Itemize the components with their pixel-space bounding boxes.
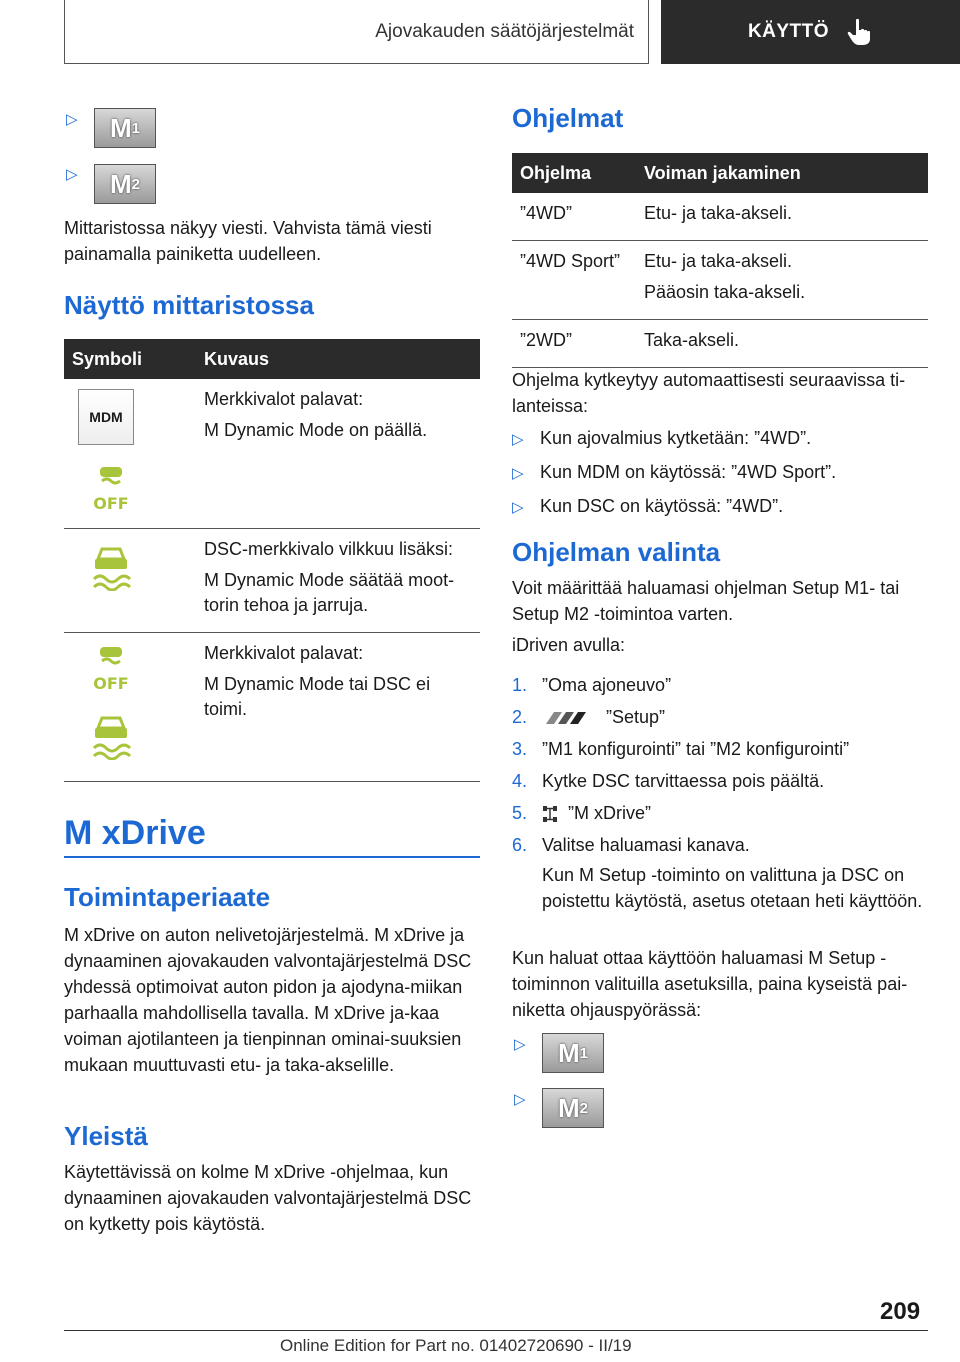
bullet-triangle-icon: ▷	[512, 465, 524, 482]
program-name: ”4WD”	[512, 193, 636, 241]
heading-programs: Ohjelmat	[512, 103, 624, 133]
auto-text: Ohjelma kytkeytyy automaattisesti seuraavissa ti-lanteissa:	[512, 370, 906, 416]
footer-edition: Online Edition for Part no. 01402720690 - II/19	[280, 1336, 632, 1355]
program-table	[512, 153, 928, 368]
cell-text: Merkkivalot palavat:	[204, 389, 364, 409]
title-mxdrive: M xDrive	[64, 814, 206, 852]
cell-text: DSC-merkkivalo vilkkuu lisäksi:	[204, 539, 454, 559]
heading-display: Näyttö mittaristossa	[64, 290, 314, 320]
m2-button-icon: M 2	[542, 1088, 604, 1128]
dsc-off-icon	[86, 643, 136, 693]
cell-text: M Dynamic Mode tai DSC ei toimi.	[204, 674, 431, 719]
column-header-distribution: Voiman jakaminen	[636, 153, 928, 193]
m-setup-icon	[542, 710, 596, 726]
list-item: 6. Valitse haluamasi kanava.	[512, 835, 750, 855]
symbol-table	[64, 339, 480, 782]
mdm-icon: MDM	[78, 389, 134, 445]
column-header-symbol: Symboli	[64, 339, 196, 379]
bullet-triangle-icon: ▷	[514, 1036, 526, 1053]
list-item: ▷ Kun DSC on käytössä: ”4WD”.	[512, 493, 928, 521]
column-header-program: Ohjelma	[512, 153, 636, 193]
header-section-title	[64, 0, 649, 64]
general-text: Käytettävissä on kolme M xDrive -ohjelmaa, kun dynaaminen ajovakauden valvontajärjestelmä DSC on kytketty pois käytöstä.	[64, 1162, 472, 1234]
list-item: 1. ”Oma ajoneuvo”	[512, 675, 672, 695]
step-note: Kun M Setup -toiminto on valittuna ja DSC on poistettu käytöstä, asetus otetaan heti käyttöön.	[542, 865, 923, 911]
heading-principle: Toimintaperiaate	[64, 882, 271, 912]
table-row	[64, 379, 480, 529]
cell-text: M Dynamic Mode säätää moot-torin tehoa ja jarruja.	[204, 570, 455, 615]
table-row	[512, 241, 928, 320]
bullet-triangle-icon: ▷	[66, 166, 78, 183]
list-item: 4. Kytke DSC tarvittaessa pois päältä.	[512, 771, 825, 791]
select-text: Voit määrittää haluamasi ohjelman Setup M1- tai Setup M2 -toimintoa varten.	[512, 578, 900, 624]
column-header-description: Kuvaus	[196, 339, 480, 379]
section-title-text: Ajovakauden säätöjärjestelmät	[375, 20, 634, 42]
heading-general: Yleistä	[64, 1121, 148, 1151]
table-row	[64, 529, 480, 633]
cell-text: Pääosin taka-akseli.	[644, 282, 806, 302]
hand-pointer-icon	[847, 18, 873, 46]
heading-select: Ohjelman valinta	[512, 537, 721, 567]
bullet-triangle-icon: ▷	[512, 499, 524, 516]
svg-text:OFF: OFF	[93, 494, 129, 513]
cell-text: Merkkivalot palavat:	[204, 643, 364, 663]
svg-text:OFF: OFF	[93, 674, 129, 693]
bullet-triangle-icon: ▷	[512, 431, 524, 448]
program-name: ”2WD”	[512, 320, 636, 368]
list-item: 5. ”M xDrive”	[512, 803, 651, 823]
wheel-text: Kun haluat ottaa käyttöön haluamasi M Setup -toiminnon valituilla asetuksilla, paina kyseistä pai-niketta ohjauspyörässä:	[512, 948, 908, 1020]
dsc-car-skid-icon	[86, 541, 136, 591]
auto-bullet-list	[512, 425, 928, 521]
list-item: ▷ Kun ajovalmius kytketään: ”4WD”.	[512, 425, 928, 453]
step-list	[512, 672, 928, 914]
title-divider	[64, 856, 480, 858]
dsc-off-icon	[86, 463, 136, 513]
dsc-car-skid-icon	[86, 710, 136, 760]
cell-text: M Dynamic Mode on päällä.	[204, 420, 428, 440]
table-row	[512, 193, 928, 241]
list-item: ▷ Kun MDM on käytössä: ”4WD Sport”.	[512, 459, 928, 487]
m1-button-icon: M 1	[542, 1033, 604, 1073]
footer-divider	[64, 1330, 928, 1331]
program-name: ”4WD Sport”	[512, 241, 636, 320]
intro-text: Mittaristossa näkyy viesti. Vahvista tämä viesti painamalla painiketta uudelleen.	[64, 218, 432, 264]
bullet-triangle-icon: ▷	[514, 1091, 526, 1108]
table-row	[512, 320, 928, 368]
list-item: 2. ”Setup”	[512, 707, 666, 727]
cell-text: Etu- ja taka-akseli.	[644, 203, 793, 223]
page-number: 209	[880, 1298, 921, 1325]
header-chapter-tab	[661, 0, 960, 64]
cell-text: Etu- ja taka-akseli.	[644, 251, 793, 271]
principle-text: M xDrive on auton nelivetojärjestelmä. M xDrive ja dynaaminen ajovakauden valvontajärjestelmä DSC yhdessä optimoivat auton pidon ja ajodyna-miikan parhaalla mahdollisella tavalla. M xDrive ja-kaa voiman ajotilanteen ja tienpinnan ominai-suuksien mukaan muuttuvasti etu- ja taka-akselille.	[64, 925, 472, 1075]
drivetrain-icon	[542, 805, 558, 823]
idrive-text: iDriven avulla:	[512, 635, 626, 655]
cell-text: Taka-akseli.	[644, 330, 740, 350]
bullet-triangle-icon: ▷	[66, 111, 78, 128]
m1-button-icon: M 1	[94, 108, 156, 148]
list-item: 3. ”M1 konfigurointi” tai ”M2 konfigurointi”	[512, 739, 850, 759]
m2-button-icon: M 2	[94, 164, 156, 204]
table-row	[64, 633, 480, 782]
chapter-title: KÄYTTÖ	[747, 21, 830, 42]
